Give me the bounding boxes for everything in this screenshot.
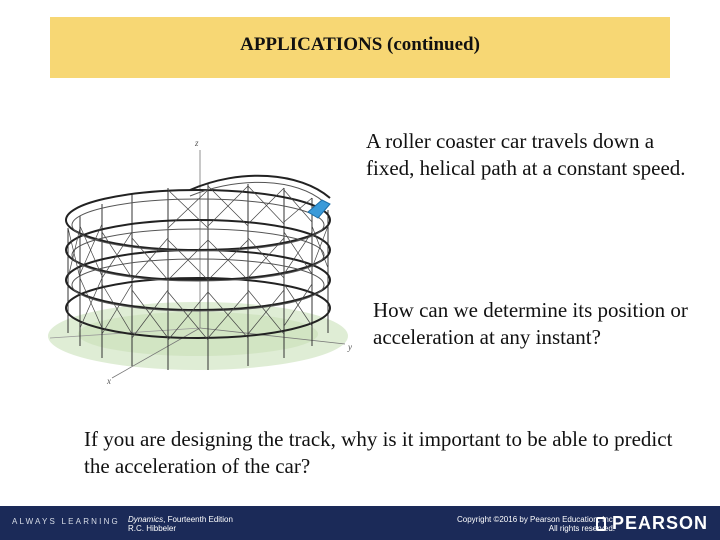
title-bar [50, 17, 670, 78]
helix-roller-coaster-figure [40, 128, 370, 390]
pearson-logo-icon [596, 517, 606, 531]
paragraph-question-position: How can we determine its position or acceleration at any instant? [373, 298, 688, 349]
book-title: Dynamics [128, 515, 164, 524]
axis-label-x: x [107, 376, 111, 386]
book-edition: , Fourteenth Edition [163, 515, 233, 524]
footer-bar [0, 506, 720, 540]
axis-label-y: y [348, 342, 352, 352]
pearson-logo [596, 513, 708, 534]
axis-label-z: z [195, 138, 199, 148]
paragraph-question-design: If you are designing the track, why is it important to be able to predict the acceleration of the car? [84, 427, 673, 478]
pearson-wordmark: PEARSON [611, 513, 708, 533]
copyright-notice [457, 515, 615, 533]
upper-track [190, 176, 330, 198]
roller-coaster-car [308, 200, 330, 218]
slide-title: APPLICATIONS (continued) [240, 34, 480, 55]
book-author: R.C. Hibbeler [128, 524, 177, 533]
always-learning-tagline: ALWAYS LEARNING [12, 517, 120, 526]
copyright-line-1: Copyright ©2016 by Pearson Education, Inc. [457, 515, 615, 524]
book-citation [128, 515, 233, 533]
copyright-line-2: All rights reserved. [548, 524, 615, 533]
paragraph-helical-path: A roller coaster car travels down a fixed, helical path at a constant speed. [366, 129, 686, 180]
